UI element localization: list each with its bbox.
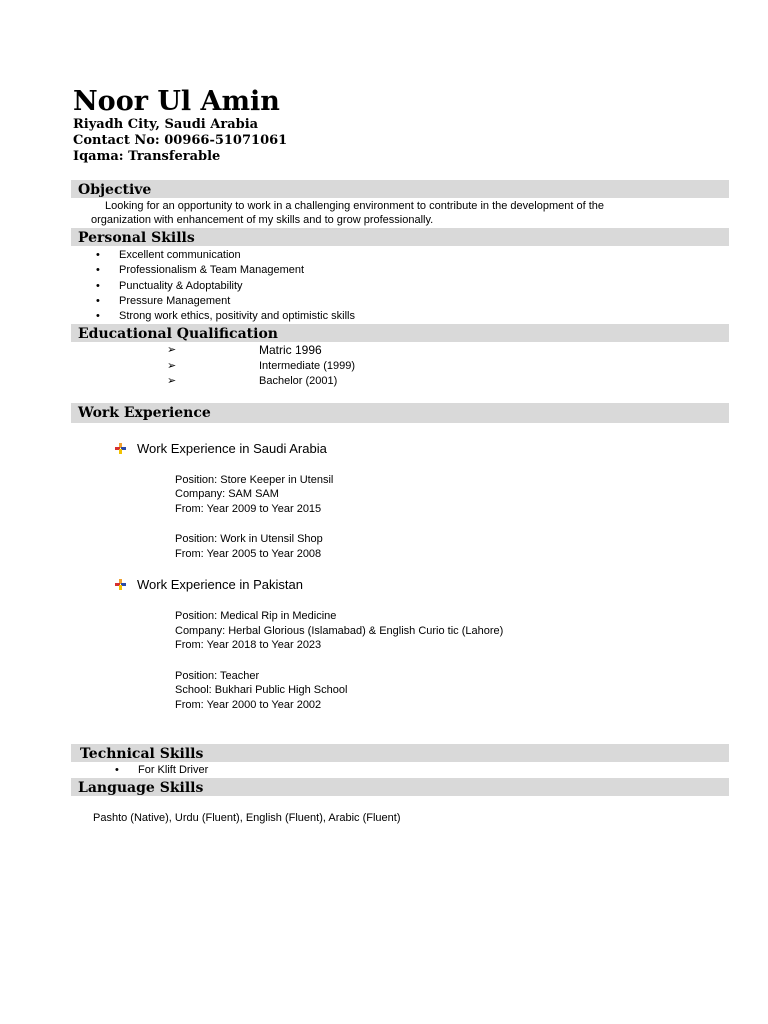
bullet-icon: • (96, 280, 100, 292)
bullet-icon: • (96, 249, 100, 261)
work-pakistan-heading: Work Experience in Pakistan (137, 577, 303, 592)
arrow-bullet-icon: ➢ (167, 344, 177, 356)
technical-skill-item: For Klift Driver (138, 764, 209, 776)
candidate-name: Noor Ul Amin (73, 86, 280, 117)
work-saudi-line: Position: Store Keeper in Utensil (175, 474, 334, 486)
objective-text-line-1: Looking for an opportunity to work in a challenging environment to contribute in the development of the (105, 200, 604, 212)
personal-skill-item: Pressure Management (119, 295, 231, 307)
education-item: Matric 1996 (259, 343, 322, 357)
personal-skill-item: Excellent communication (119, 249, 241, 261)
work-pakistan-line: From: Year 2018 to Year 2023 (175, 639, 322, 651)
bullet-icon: • (96, 264, 100, 276)
education-item: Bachelor (2001) (259, 375, 338, 387)
arrow-bullet-icon: ➢ (167, 360, 177, 372)
colored-plus-bullet-icon (115, 443, 126, 454)
arrow-bullet-icon: ➢ (167, 375, 177, 387)
work-saudi-heading: Work Experience in Saudi Arabia (137, 441, 327, 456)
contact-number: Contact No: 00966-51071061 (73, 133, 288, 148)
bullet-icon: • (96, 295, 100, 307)
work-pakistan-line: Position: Teacher (175, 670, 260, 682)
colored-plus-bullet-icon (115, 579, 126, 590)
education-heading: Educational Qualification (78, 326, 278, 342)
work-saudi-line: Position: Work in Utensil Shop (175, 533, 323, 545)
personal-skill-item: Punctuality & Adoptability (119, 280, 243, 292)
work-saudi-line: Company: SAM SAM (175, 488, 279, 500)
objective-text-line-2: organization with enhancement of my skills and to grow professionally. (91, 214, 434, 226)
work-pakistan-line: Position: Medical Rip in Medicine (175, 610, 337, 622)
work-pakistan-line: Company: Herbal Glorious (Islamabad) & English Curio tic (Lahore) (175, 625, 504, 637)
objective-section-bar (71, 180, 729, 198)
work-saudi-line: From: Year 2005 to Year 2008 (175, 548, 322, 560)
bullet-icon: • (115, 764, 119, 776)
location: Riyadh City, Saudi Arabia (73, 117, 259, 132)
objective-heading: Objective (78, 182, 152, 198)
education-item: Intermediate (1999) (259, 360, 355, 372)
work-experience-heading: Work Experience (78, 405, 211, 421)
personal-skills-heading: Personal Skills (78, 230, 195, 246)
language-skills-text: Pashto (Native), Urdu (Fluent), English (Fluent), Arabic (Fluent) (93, 812, 401, 824)
work-pakistan-line: From: Year 2000 to Year 2002 (175, 699, 322, 711)
work-saudi-line: From: Year 2009 to Year 2015 (175, 503, 322, 515)
personal-skill-item: Professionalism & Team Management (119, 264, 305, 276)
iqama-status: Iqama: Transferable (73, 149, 221, 164)
technical-skills-heading: Technical Skills (80, 746, 204, 762)
personal-skill-item: Strong work ethics, positivity and optimistic skills (119, 310, 355, 322)
language-skills-heading: Language Skills (78, 780, 204, 796)
work-pakistan-line: School: Bukhari Public High School (175, 684, 348, 696)
bullet-icon: • (96, 310, 100, 322)
